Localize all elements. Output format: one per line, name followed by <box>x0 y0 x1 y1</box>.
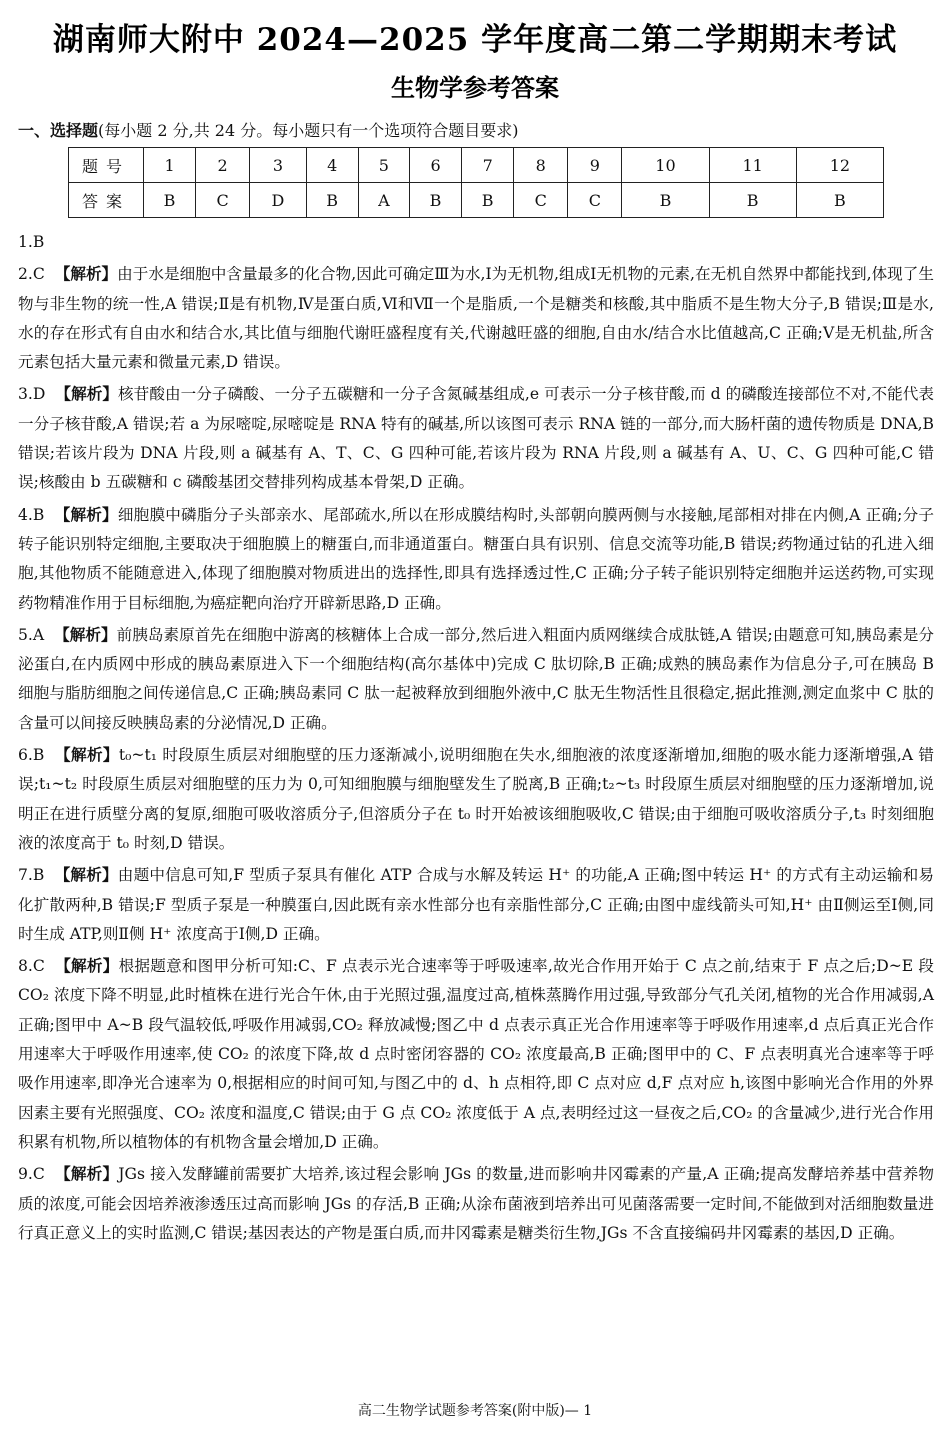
question-3 <box>18 380 934 497</box>
question-1 <box>18 228 934 257</box>
question-text: 前胰岛素原首先在细胞中游离的核糖体上合成一部分,然后进入粗面内质网继续合成肽链,A 错误;由题意可知,胰岛素是分泌蛋白,在内质网中形成的胰岛素原进入下一个细胞结构(高尔基体中)完成 C 肽切除,B 正确;成熟的胰岛素作为信息分子,可在胰岛 B 细胞与脂肪细胞之间传递信息,C 正确;胰岛素同 C 肽一起被释放到细胞外液中,C 肽无生物活性且很稳定,据此推测,测定血浆中 C 肽的含量可以间接反映胰岛素的分泌情况,D 正确。 <box>18 625 934 732</box>
table-cell: C <box>196 183 250 218</box>
page-subtitle: 生物学参考答案 <box>391 74 559 102</box>
question-9 <box>18 1160 934 1248</box>
table-cell: 5 <box>358 148 409 183</box>
table-cell: B <box>144 183 196 218</box>
answer-table-number-row <box>69 148 884 183</box>
table-cell: C <box>568 183 622 218</box>
table-cell: B <box>622 183 709 218</box>
table-cell: B <box>462 183 514 218</box>
question-7 <box>18 861 934 949</box>
analysis-tag: 【解析】 <box>55 957 119 976</box>
question-6 <box>18 741 934 858</box>
table-cell: A <box>358 183 409 218</box>
question-number: 7.B <box>18 866 45 885</box>
table-cell: 12 <box>796 148 883 183</box>
section-note: (每小题 2 分,共 24 分。每小题只有一个选项符合题目要求) <box>98 121 519 140</box>
question-number: 3.D <box>18 385 46 404</box>
question-number: 6.B <box>18 746 45 765</box>
table-cell: 1 <box>144 148 196 183</box>
answer-explanations <box>18 228 934 1251</box>
question-8 <box>18 952 934 1157</box>
analysis-tag: 【解析】 <box>54 265 118 284</box>
question-text: t₀~t₁ 时段原生质层对细胞壁的压力逐渐减小,说明细胞在失水,细胞液的浓度逐渐增加,细胞的吸水能力逐渐增强,A 错误;t₁~t₂ 时段原生质层对细胞壁的压力为 0,可知细胞膜与细胞壁发生了脱离,B 正确;t₂~t₃ 时段原生质层对细胞壁的压力逐渐增加,说明正在进行质壁分离的复原,细胞可吸收溶质分子,但溶质分子在 t₀ 时开始被该细胞吸收,C 错误;由于细胞可吸收溶质分子,t₃ 时刻细胞液的浓度高于 t₀ 时刻,D 错误。 <box>18 746 934 852</box>
table-cell: C <box>514 183 568 218</box>
question-number: 2.C <box>18 265 45 284</box>
analysis-tag: 【解析】 <box>55 1165 119 1184</box>
question-number: 9.C <box>18 1165 45 1184</box>
table-cell: 6 <box>410 148 462 183</box>
table-cell: D <box>250 183 306 218</box>
question-number: 8.C <box>18 957 45 976</box>
table-cell: 4 <box>306 148 358 183</box>
question-4 <box>18 501 934 618</box>
analysis-tag: 【解析】 <box>54 625 117 644</box>
question-number: 5.A <box>18 625 45 644</box>
table-cell: 8 <box>514 148 568 183</box>
analysis-tag: 【解析】 <box>55 746 119 765</box>
question-text: JGs 接入发酵罐前需要扩大培养,该过程会影响 JGs 的数量,进而影响井冈霉素的产量,A 正确;提高发酵培养基中营养物质的浓度,可能会因培养液渗透压过高而影响 JGs 的存活,B 正确;从涂布菌液到培养出可见菌落需要一定时间,不能做到对活细胞数量进行真正意义上的实时监测,C 错误;基因表达的产物是蛋白质,而井冈霉素是糖类衍生物,JGs 不含直接编码井冈霉素的基因,D 正确。 <box>18 1165 934 1242</box>
section-label: 一、选择题 <box>18 121 99 140</box>
answer-table-answer-row <box>69 183 884 218</box>
row-header-answer: 答案 <box>69 183 144 218</box>
question-number: 1.B <box>18 233 45 251</box>
table-cell: 10 <box>622 148 709 183</box>
question-text: 由题中信息可知,F 型质子泵具有催化 ATP 合成与水解及转运 H⁺ 的功能,A 正确;图中转运 H⁺ 的方式有主动运输和易化扩散两种,B 错误;F 型质子泵是一种膜蛋白,因此既有亲水性部分也有亲脂性部分,C 正确;由图中虚线箭头可知,H⁺ 由Ⅱ侧运至Ⅰ侧,同时生成 ATP,则Ⅱ侧 H⁺ 浓度高于Ⅰ侧,D 正确。 <box>18 866 934 943</box>
table-cell: 11 <box>709 148 796 183</box>
table-cell: B <box>306 183 358 218</box>
table-cell: B <box>709 183 796 218</box>
table-cell: 2 <box>196 148 250 183</box>
question-5 <box>18 621 934 738</box>
page-footer: 高二生物学试题参考答案(附中版)— 1 <box>357 1403 593 1419</box>
question-text: 细胞膜中磷脂分子头部亲水、尾部疏水,所以在形成膜结构时,头部朝向膜两侧与水接触,尾部相对排在内侧,A 正确;分子转子能识别特定细胞,主要取决于细胞膜上的糖蛋白,而非通道蛋白。糖蛋白具有识别、信息交流等功能,B 错误;药物通过钻的孔进入细胞,其他物质不能随意进入,体现了细胞膜对物质进出的选择性,即具有选择透过性,C 正确;分子转子能识别特定细胞并运送药物,可实现药物精准作用于目标细胞,为癌症靶向治疗开辟新思路,D 正确。 <box>18 505 934 612</box>
table-cell: B <box>410 183 462 218</box>
question-2 <box>18 260 934 377</box>
table-cell: 3 <box>250 148 306 183</box>
row-header-number: 题号 <box>69 148 144 183</box>
question-text: 由于水是细胞中含量最多的化合物,因此可确定Ⅲ为水,Ⅰ为无机物,组成Ⅰ无机物的元素,在无机自然界中都能找到,体现了生物与非生物的统一性,A 错误;Ⅱ是有机物,Ⅳ是蛋白质,Ⅵ和Ⅶ一个是脂质,一个是糖类和核酸,其中脂质不是生物大分子,B 错误;Ⅲ是水,水的存在形式有自由水和结合水,其比值与细胞代谢旺盛程度有关,代谢越旺盛的细胞,自由水/结合水比值越高,C 正确;Ⅴ是无机盐,所含元素包括大量元素和微量元素,D 错误。 <box>18 265 934 372</box>
table-cell: B <box>796 183 883 218</box>
answer-table <box>68 147 884 218</box>
question-text: 根据题意和图甲分析可知:C、F 点表示光合速率等于呼吸速率,故光合作用开始于 C 点之前,结束于 F 点之后;D~E 段 CO₂ 浓度下降不明显,此时植株在进行光合午休,由于光照过强,温度过高,植株蒸腾作用过强,导致部分气孔关闭,植物的光合作用减弱,A 正确;图甲中 A~B 段气温较低,呼吸作用减弱,CO₂ 释放减慢;图乙中 d 点表示真正光合作用速率等于呼吸作用速率,d 点后真正光合作用速率大于呼吸作用速率,使 CO₂ 的浓度下降,故 d 点时密闭容器的 CO₂ 浓度最高,B 正确;图甲中的 C、F 点表明真光合速率等于呼吸作用速率,即净光合速率为 0,根据相应的时间可知,与图乙中的 d、h 点相符,即 C 点对应 d,F 点对应 h,该图中影响光合作用的外界因素主要有光照强度、CO₂ 浓度和温度,C 错误;由于 G 点 CO₂ 浓度低于 A 点,表明经过这一昼夜之后,CO₂ 的含量减少,进行光合作用积累有机物,所以植物体的有机物含量会增加,D 正确。 <box>18 957 934 1151</box>
section-heading <box>18 118 518 141</box>
question-text: 核苷酸由一分子磷酸、一分子五碳糖和一分子含氮碱基组成,e 可表示一分子核苷酸,而 d 的磷酸连接部位不对,不能代表一分子核苷酸,A 错误;若 a 为尿嘧啶,尿嘧啶是 RNA 特有的碱基,所以该图可表示 RNA 链的一部分,而大肠杆菌的遗传物质是 DNA,B 错误;若该片段为 DNA 片段,则 a 碱基有 A、T、C、G 四种可能,若该片段为 RNA 片段,则 a 碱基有 A、U、C、G 四种可能,C 错误;核酸由 b 五碳糖和 c 磷酸基团交替排列构成基本骨架,D 正确。 <box>18 385 934 492</box>
analysis-tag: 【解析】 <box>55 385 119 404</box>
analysis-tag: 【解析】 <box>54 866 118 885</box>
table-cell: 7 <box>462 148 514 183</box>
page-title: 湖南师大附中 2024—2025 学年度高二第二学期期末考试 <box>52 22 898 58</box>
table-cell: 9 <box>568 148 622 183</box>
question-number: 4.B <box>18 505 45 524</box>
analysis-tag: 【解析】 <box>54 505 118 524</box>
